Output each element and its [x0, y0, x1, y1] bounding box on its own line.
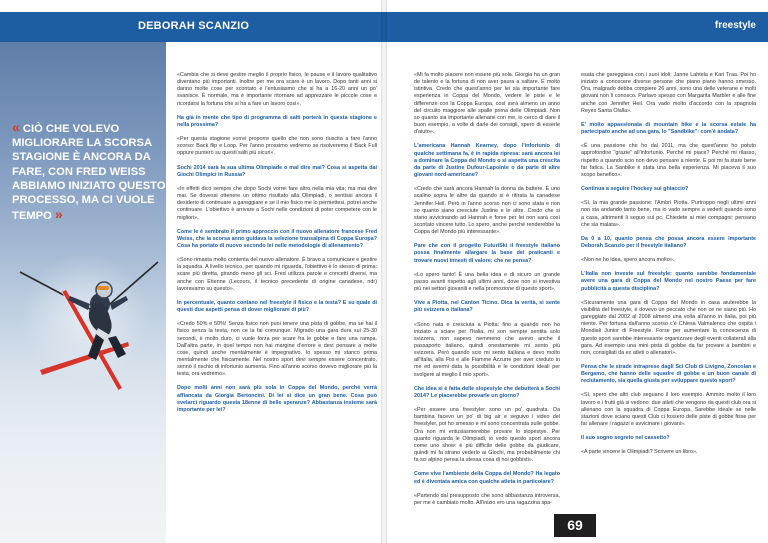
paragraph-answer: «Per essere una freestyler sono un po' quadrata. Da bambina facevo un po' di big air e seguivo i video del freestyler, poi ho smesso e mi sono concentrata sulle gobbe. Ora non mi entusiasmerebbe provare lo slopestye. Per quanto riguarda le Olimpiadi, io vedo questo sport ancora come uno show: è più difficile delle gobbe da giudicare, quindi mi fa strano vederlo ai Giochi, ma probabilmente chi fa sci alpino pensa la stessa cosa di noi gobbisti».: [414, 407, 560, 464]
pull-quote: [12, 120, 166, 223]
paragraph-answer: «In effetti dico sempre che dopo Sochi vorrei fare altro nella mia vita; ma mai dire mai. Se dovessi ottenere un ottimo risultato alla Olimpiadi, o sentissi ancora il desiderio di continuare a gareggiare e se il mio fisico me lo permettesi, potrei anche continuare. L'obiettivo è arrivare a Sochi nelle condizioni di poter competere con le migliori».: [177, 185, 377, 221]
paragraph-answer: «A parte vincere le Olimpiadi? Scrivere un libro».: [581, 449, 698, 456]
paragraph-answer: «Cambia che si deve gestire meglio il proprio fisico, le pause e il lavoro qualitativo diventano più importanti. Inoltre per me ora scare è un lavoro. Dopo tanti anni si danno molte cose per scontato e l'entusiasmo che si ha a 16-20 anni un po' svanisce. È normale, ma è importante ritornare ad apprezzare le piccole cose e ricordarsi la fortuna che si ha a fare un lavoro così».: [177, 72, 377, 107]
paragraph-answer: «Lo spero tanto! È una bella idea e di sicuro un grande passo avanti rispetto agli ultimi anni, dove non si investiva più nei settori giovanili e nella promozione di questo sport».: [414, 271, 560, 293]
header-bar-right: [384, 12, 768, 42]
author-name: DEBORAH SCANZIO: [138, 20, 250, 32]
paragraph-question: Come le è sembrato il primo approccio con il nuovo allenatore francese Fred Weiss, che la scorsa anno guidava la selezione transalpina di Coppa Europa? Cosa ha portato di nuovo secondo lei nelle metodologie di allenamento?: [177, 228, 377, 249]
paragraph-question: Continua a seguire l'hockey sul ghiaccio?: [581, 186, 689, 193]
article-column-3: [581, 72, 756, 464]
article-column-2: [414, 72, 560, 514]
paragraph-question: Come vive l'ambiente della Coppa del Mondo? Ha legato ed è diventata amica con qualche atleta in particolare?: [414, 471, 560, 485]
quote-open-mark: «: [12, 119, 20, 135]
paragraph-question: Pare che con il progetto FuturiSki il freestyle italiano possa finalmente allargare la base dei praticanti e trovare nuovi innesti di valore: che ne pensa?: [414, 243, 560, 264]
paragraph-question: Pensa che le strade intraprese dagli Sci Club di Livigno, Zoncolan e Bergamo, che hanno delle squadre di gobbe e un buon canale di reclutamento, sia quella giusta per sviluppare questo sport?: [581, 364, 756, 385]
paragraph-question: Dopo molti anni non sarà più sola in Coppa del Mondo, perché verrà affiancata da Giorgia Bertoncini. Di lei si dice un gran bene. Cosa può svelarci riguardo questa 18enne di belle speranze? Abbastanza insieme sarà importante per lei?: [177, 385, 377, 413]
paragraph-answer: «Non ne ho idea, spero ancora molto».: [581, 257, 675, 264]
page-number: 69: [554, 514, 596, 537]
header-bar-left: [0, 12, 384, 42]
skier-photo: [0, 42, 166, 543]
paragraph-answer: esata che gareggiava con i suoi idoli: Janne Lahtela e Kari Traa. Poi ho iniziato a conoscere diverse persone che piano piano hanno smesso. Ora, malgrado debba compiere 26 anni, sono una delle veterane e molti giovani non li conosco. Parlavo spesso con Margarita Marbler e alle fine anche con Jennifer Heil. Ora vado molto d'accordo con la spagnola Reyes Santa Olalla».: [581, 72, 756, 114]
paragraph-question: L'Italia non investe sul freestyle: quanto sarebbe fondamentale avere una gara di Coppa del Mondo nel nostro Paese per fare pubblicità a questa disciplina?: [581, 271, 756, 292]
paragraph-answer: «Credo che sarà ancora Hannah la donna da battere. È uno scalino sopra le altre da quando si è ritirata la canadese Jennifer Heil. Però in l'anno scorso non ci sono stata e non so quanto siano cresciute Justine e le altre. Credo che si stano avvicinando ad Hannah e forse per lei non sarà così scontato vincere tutto. Lo spero, anche perché renderebbe la Coppa del Mondo più interessante».: [414, 186, 560, 236]
paragraph-question: L'americana Hannah Kearney, dopo l'infortunio di qualche settimana fa, è in rapida ripresa: sarà ancora lei a dominare la Coppa del Mondo o si aspetta una crescita da parte di Justine Dufour-Lapointe o da parte di altre giovani nord-americane?: [414, 143, 560, 179]
article-column-1: [177, 72, 377, 421]
skier-body: [68, 282, 128, 360]
paragraph-answer: «Sicuramente una gara di Coppa del Mondo in casa aiuterebbe la visibilità del freestyle, è dovevo un peccato che non ce ne siano più. Ho gareggiato dal 2002 al 2008 almeno una volta all'anno in Italia, poi più niente. Per fortuna dall'anno scorso c'è Chiesa Valmalenco che ospita i Mondiali Junior di Freestyle. Forse per aumentare la conoscenza di questo sport sarebbe interessante organizzare degli eventi collaterali alla gara. Ad esempio una mini pista di gobbe da far provare a bambini e non, consigliati da ex atleti o allenatori».: [581, 299, 756, 356]
paragraph-answer: «Credo 50% e 50%! Senza fisico non puoi tenere una pista di gobbe, ma se hai il fisico senza la testa, non ce la fai comunque. Migrado una gara dura sui 25-30 secondi, è molto duro, ci vuole forza per scare fra le gobbe e fare una rampa. Dall'altra parte, in quel tempo non hai margine d'errore e devi pensare a molte cose, quindi anche mentalmente è impegnativo. Io spesso mi stanco prima mentalmente che fisicamente. Nel nostro sport devi sempre essere concentrato, sennò il rischio di infortunio aumenta. Fino all'anno scorso dovevo migliorare più la testa, ora vedremo».: [177, 321, 377, 378]
right-page: [384, 0, 768, 543]
paragraph-question: Il suo sogno segreto nel cassetto?: [581, 435, 670, 442]
paragraph-question: Che idea si è fatta delle slopestyle che debutterà a Sochi 2014? Le piacerebbe provarle un giorno?: [414, 385, 560, 399]
paragraph-question: In percentuale, quanto contano nel freestyle il fisico e la testa? E su quale di questi due aspetti pensa di dover migliorare di più?: [177, 299, 377, 314]
paragraph-answer: «Sì, spero che altri club seguano il loro esempio. Ammiro molto il loro lavoro e i frutti già si vedono: due atleti che vengono da questi club ora si allenano con la squadra di Coppa Europa. Sarebbe ideale se nelle stazioni dove sciano questi Club ci fossero delle piste di gobbe fisse per far allenare i ragazzi e avvicinare i giovani».: [581, 392, 756, 428]
paragraph-question: Vive a Piotta, nel Canton Ticino. Dica la verità, si sente più svizzera o italiana?: [414, 300, 560, 314]
ski-pole-right: [110, 262, 158, 304]
paragraph-question: E' molto appassionata di mountain bike e la scorsa estate ha partecipato anche ad una gara, lo "Sandbike": com'è andata?: [581, 121, 756, 136]
paragraph-answer: «Sono nata e cresciuta a Piotta: fino a quando non ho iniziato a sciare per l'Italia, mi son sempre sentita solo svizzera, non sapevo nemmeno che avevo anche il passaporto italiano, quindi onestamente mi sento più svizzera. Però quando scio mi sento italiana e devo molto all'Italia, alla Fisi e alle Fiamme Azzurre per aver creduto in me ed avermi data la possibilità e le condizioni ideali per svolgere al meglio il mio sport».: [414, 321, 560, 378]
paragraph-answer: «Sono rimasta molto contenta del nuovo allenatore. È bravo a comunicare e gestire la squadra. A livello tecnico, per quando mi riguarda, l'obiettivo è lo stesso di prima: scare più diretta, girando meno gli sci. Fred utilizza parole e concetti diversi, ma anche con Etienne (Lecours, il tecnico precedente di origine canadese, ndr) lavoravamo su questo».: [177, 257, 377, 292]
section-label: freestyle: [714, 20, 756, 31]
paragraph-question: Sochi 2014 sarà la sua ultima Olimpiade o mai dire mai? Cosa si aspetta dai Giochi Olimpici in Russia?: [177, 164, 377, 178]
paragraph-answer: «Mi fa molto piacere non essere più sola. Giorgia ha un gran de talento e la fortuna di non aver paura a saltare. È molto istintiva. Credo che quest'anno per lei sia importante fare esperienza in Coppa del Mondo, vedere le piste e le differenze con la Coppa Europa, così avrà almeno un anno del circuito maggiore alle spalle prima delle Olimpiadi. Non so quanto sia importante allenarsi con me, io cerco di dare il buon esempio, a volte di darle dei consigli, spero di esserle d'aiuto».: [414, 72, 560, 136]
skier-illustration: [0, 42, 166, 543]
spread-gutter: [381, 0, 387, 543]
pull-quote-text: CIÒ CHE VOLEVO MIGLIORARE LA SCORSA STAGIONE È ANCORA DA FARE, CON FRED WEISS ABBIAMO INIZIATO QUESTO PROCESSO, MA CI VUOLE TEMPO: [12, 123, 166, 223]
paragraph-question: Da 0 a 10, quanto pensa che possa ancora essere importante Deborah Scanzio per il freestyle italiano?: [581, 235, 756, 249]
quote-close-mark: »: [54, 206, 63, 223]
paragraph-answer: «È una passione che ho dal 2011, ma che quest'anno ho potuto approfondire "grazie" all'infortunio. Perché mi piace? Perché mi rilasso, rispetto a quando scio non devo pensare a niente. E poi mi fa stare bene far fatica. La Sanbike è stata una bella esperienza. Mi piacevа il suo scopo benefico».: [581, 143, 756, 178]
paragraph-answer: «Sì, la mia grande passione: l'Ambrì Piotta. Purtroppo negli ultimi anni non sta andando tanto bene, ma io vado sempre a vederli quando sono a casa, altrimenti li seguo sul pc. Chiedete ai miei compagni: pensano che sia malata».: [581, 200, 756, 228]
paragraph-question: Ha già in mente che tipo di programma di salti porterà in questa stagione e nella prossima?: [177, 114, 377, 128]
paragraph-answer: «Partendo dal presupposto che sono abbastanza introversa, per me è cambiato molto. All'inizio ero una ragazzina spa-: [414, 492, 560, 506]
paragraph-answer: «Per questa stagione vorrei proporre quello che non sono riuscita a fare l'anno scorso: Back flip e Loop. Per l'anno prossimo vedremo se risolveremo il Back Full oppure punterò su questi salti più sicuri».: [177, 136, 377, 157]
